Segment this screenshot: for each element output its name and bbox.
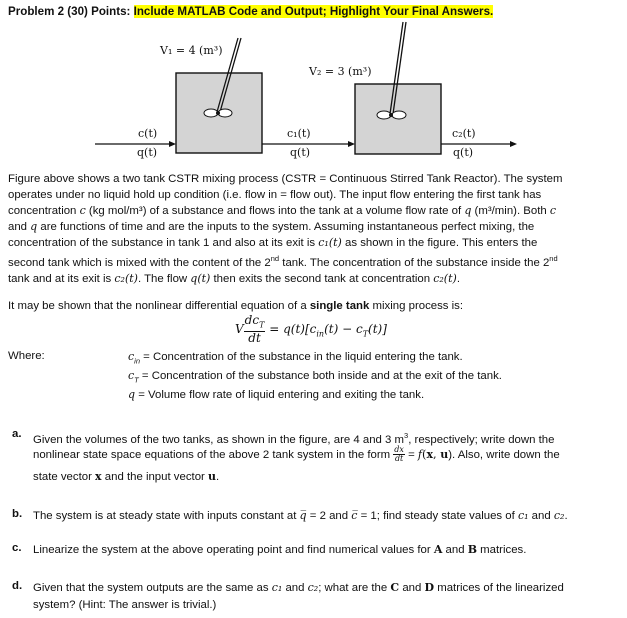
description-line: second tank which is mixed with the content of the 2nd tank. The concentration of the substance inside the 2nd xyxy=(8,254,558,270)
definition-q: q = Volume flow rate of liquid entering and exiting the tank. xyxy=(128,388,425,401)
inlet-concentration-label: c(t) xyxy=(138,127,158,140)
description-line: tank and at its exit is c₂(t). The flow q(t) then exits the second tank at concentration c₂(t). xyxy=(8,272,460,286)
definition-c-t: $c_T$ = Concentration of the substance both inside and at the exit of the tank. xyxy=(128,369,502,385)
question-a-line: nonlinear state space equations of the above 2 tank system in the form $\frac{dx}{dt}$ = f(x, u). Also, write down the xyxy=(33,445,560,464)
inlet-flow-label: q(t) xyxy=(137,146,158,159)
interstage-flow-label: q(t) xyxy=(290,146,311,159)
tank-2-volume-label: V₂ = 3 (m³) xyxy=(309,65,372,78)
problem-title-prefix: Problem 2 (30) Points: xyxy=(8,5,134,18)
description-line: and q are functions of time and are the inputs to the system. Assuming instantaneous perfect mixing, the xyxy=(8,220,535,234)
question-d-line: system? (Hint: The answer is trivial.) xyxy=(33,599,217,611)
highlighted-instruction: Include MATLAB Code and Output; Highlight Your Final Answers. xyxy=(133,5,494,18)
outlet-flow-label: q(t) xyxy=(453,146,474,159)
description-line: concentration c (kg mol/m³) of a substance and flows into the tank at a volume flow rate of q (m³/min). Both c xyxy=(8,204,557,218)
question-a-line: state vector x and the input vector u. xyxy=(33,470,220,483)
tank-2-exit-concentration-label: c₂(t) xyxy=(452,127,476,140)
definition-c-in: $c_{in}$ = Concentration of the substance in the liquid entering the tank. xyxy=(128,350,463,366)
question-letter: d. xyxy=(12,580,23,592)
question-a-line: Given the volumes of the two tanks, as shown in the figure, are 4 and 3 $m^3$, respectively; write down the xyxy=(33,431,555,446)
model-intro: It may be shown that the nonlinear differential equation of a single tank mixing process is: xyxy=(8,300,464,312)
where-label: Where: xyxy=(8,350,45,362)
two-tank-cstr-figure xyxy=(0,0,627,170)
question-letter: a. xyxy=(12,428,22,440)
tank-1-volume-label: V₁ = 4 (m³) xyxy=(160,44,223,57)
description-line: operates under no liquid hold up condition (i.e. flow in = flow out). The input flow entering the first tank has xyxy=(8,189,542,202)
question-c-line: Linearize the system at the above operating point and find numerical values for A and B matrices. xyxy=(33,543,527,556)
description-line: concentration of the substance in tank 1 and also at its exit is c₁(t) as shown in the figure. This enters the xyxy=(8,236,538,250)
question-b-line: The system is at steady state with inputs constant at q̅ = 2 and c̅ = 1; find steady state values of c₁ and c₂. xyxy=(33,509,568,522)
question-letter: c. xyxy=(12,542,22,554)
mixing-equation: V $\frac{dc_T}{dt}$ = $q(t)[c_{in}(t) - c_T(t)]$ xyxy=(235,313,387,346)
question-d-line: Given that the system outputs are the same as c₁ and c₂; what are the C and D matrices of the linearized xyxy=(33,581,564,594)
description-line: Figure above shows a two tank CSTR mixing process (CSTR = Continuous Stirred Tank Reactor). The system xyxy=(8,173,563,185)
question-letter: b. xyxy=(12,508,23,520)
tank-1-exit-concentration-label: c₁(t) xyxy=(287,127,311,140)
system-description xyxy=(8,171,620,287)
